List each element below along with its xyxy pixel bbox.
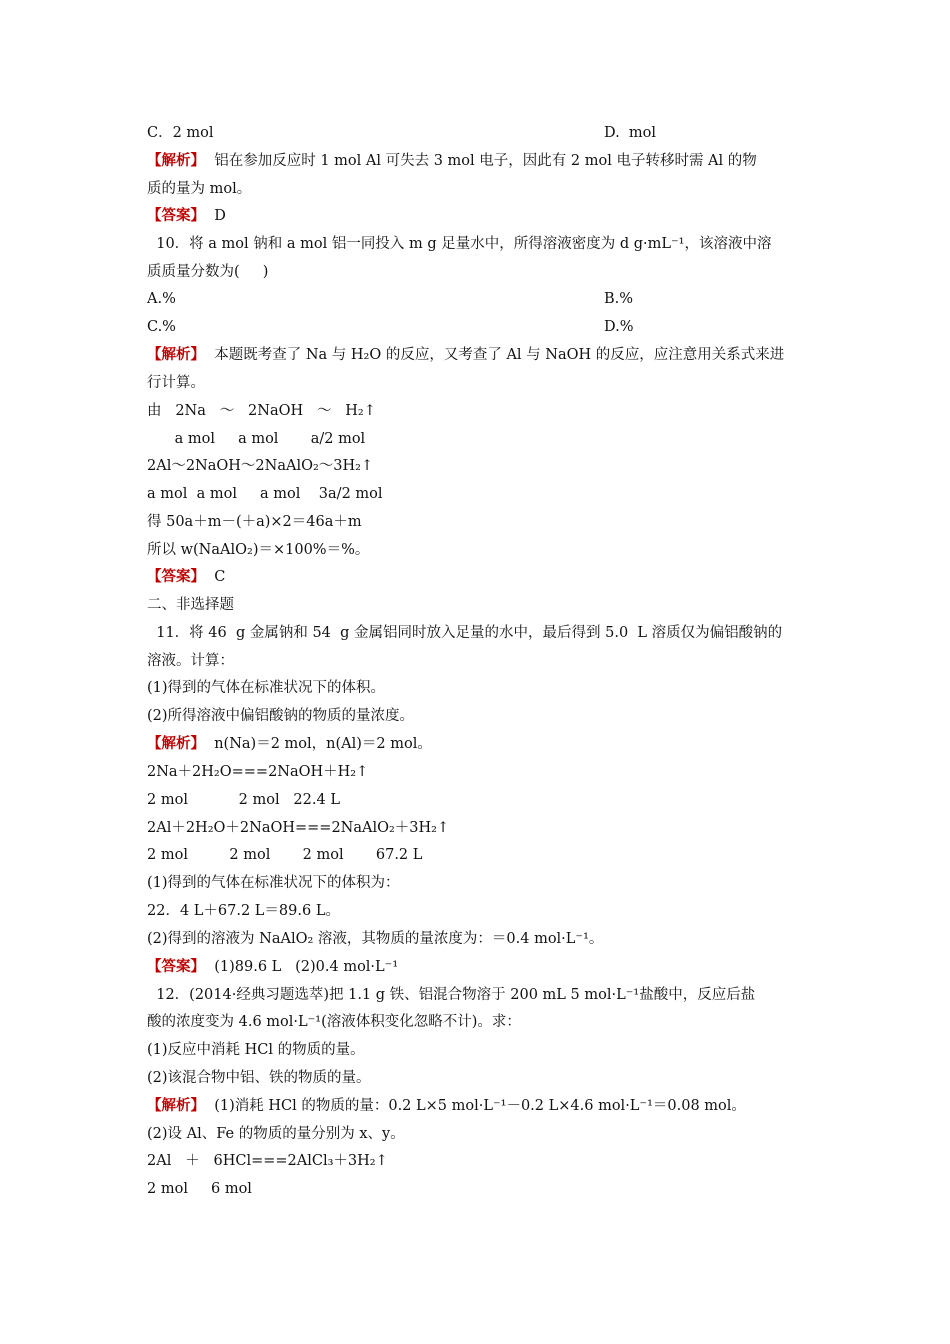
analysis-tag: 【解析】 (147, 736, 205, 752)
sub-question: (2)该混合物中铝、铁的物质的量。 (147, 1070, 371, 1086)
equation-line: 2 mol 2 mol 2 mol 67.2 L (147, 847, 423, 863)
option-d: D. mol (604, 125, 657, 141)
equation-line: 2Na＋2H₂O===2NaOH＋H₂↑ (147, 764, 369, 780)
option-c-line (147, 123, 657, 143)
answer-line (147, 206, 226, 226)
equation-line: 由 2Na ～ 2NaOH ～ H₂↑ (147, 403, 376, 419)
question-10: 10．将 a mol 钠和 a mol 铝一同投入 m g 足量水中，所得溶液密度为 d g·mL⁻¹，该溶液中溶 (147, 236, 772, 252)
analysis-tag: 【解析】 (147, 1098, 205, 1114)
text-line: (2)设 Al、Fe 的物质的量分别为 x、y。 (147, 1126, 405, 1142)
sub-question: (2)所得溶液中偏铝酸钠的物质的量浓度。 (147, 708, 415, 724)
option-d: D.% (604, 319, 634, 335)
text-line: 酸的浓度变为 4.6 mol·L⁻¹(溶液体积变化忽略不计)。求： (147, 1014, 521, 1030)
question-11: 11．将 46 g 金属钠和 54 g 金属铝同时放入足量的水中，最后得到 5.0 L 溶质仅为偏铝酸钠的 (147, 625, 783, 641)
analysis-line (147, 734, 432, 754)
section-heading: 二、非选择题 (147, 597, 234, 613)
option-a: A.% (147, 291, 176, 307)
equation-line: 2 mol 2 mol 22.4 L (147, 792, 340, 808)
options-ab-line (147, 289, 634, 309)
equation-line: 2Al～2NaOH～2NaAlO₂～3H₂↑ (147, 458, 374, 474)
answer-text: D (205, 208, 226, 224)
analysis-text: 铝在参加反应时 1 mol Al 可失去 3 mol 电子，因此有 2 mol 电子转移时需 Al 的物 (205, 153, 757, 169)
analysis-text: 本题既考查了 Na 与 H₂O 的反应，又考查了 Al 与 NaOH 的反应，应注意用关系式来进 (205, 347, 785, 363)
text-line: 质的量为 mol。 (147, 181, 252, 197)
text-line: 22．4 L＋67.2 L＝89.6 L。 (147, 903, 340, 919)
text-line: (1)得到的气体在标准状况下的体积为： (147, 875, 400, 891)
analysis-line (147, 151, 757, 171)
equation-line: 得 50a＋m－(＋a)×2＝46a＋m (147, 514, 362, 530)
options-cd-line (147, 317, 634, 337)
answer-tag: 【答案】 (147, 208, 205, 224)
sub-question: (1)得到的气体在标准状况下的体积。 (147, 680, 386, 696)
analysis-text: n(Na)＝2 mol，n(Al)＝2 mol。 (205, 736, 432, 752)
equation-line: 2 mol 6 mol (147, 1181, 252, 1197)
equation-line: 所以 w(NaAlO₂)＝×100%＝%。 (147, 542, 370, 558)
answer-tag: 【答案】 (147, 569, 205, 585)
answer-text: (1)89.6 L (2)0.4 mol·L⁻¹ (205, 959, 399, 975)
text-line: 质质量分数为( ) (147, 264, 269, 280)
option-c: C.% (147, 319, 176, 335)
sub-question: (1)反应中消耗 HCl 的物质的量。 (147, 1042, 365, 1058)
answer-text: C (205, 569, 226, 585)
question-12: 12．(2014·经典习题选萃)把 1.1 g 铁、铝混合物溶于 200 mL 5 mol·L⁻¹盐酸中，反应后盐 (147, 987, 756, 1003)
answer-line (147, 567, 225, 587)
equation-line: 2Al＋2H₂O＋2NaOH===2NaAlO₂＋3H₂↑ (147, 820, 450, 836)
analysis-line (147, 345, 784, 365)
option-b: B.% (604, 291, 634, 307)
equation-line: a mol a mol a mol 3a/2 mol (147, 486, 383, 502)
analysis-line (147, 1096, 746, 1116)
equation-line: 2Al ＋ 6HCl===2AlCl₃＋3H₂↑ (147, 1153, 388, 1169)
analysis-tag: 【解析】 (147, 347, 205, 363)
option-c: C．2 mol (147, 125, 214, 141)
text-line: 行计算。 (147, 375, 205, 391)
answer-tag: 【答案】 (147, 959, 205, 975)
text-line: 溶液。计算： (147, 653, 234, 669)
analysis-tag: 【解析】 (147, 153, 205, 169)
text-line: (2)得到的溶液为 NaAlO₂ 溶液，其物质的量浓度为：＝0.4 mol·L⁻¹。 (147, 931, 604, 947)
answer-line (147, 957, 398, 977)
analysis-text: (1)消耗 HCl 的物质的量：0.2 L×5 mol·L⁻¹－0.2 L×4.6 mol·L⁻¹＝0.08 mol。 (205, 1098, 746, 1114)
equation-line: a mol a mol a/2 mol (147, 431, 366, 447)
